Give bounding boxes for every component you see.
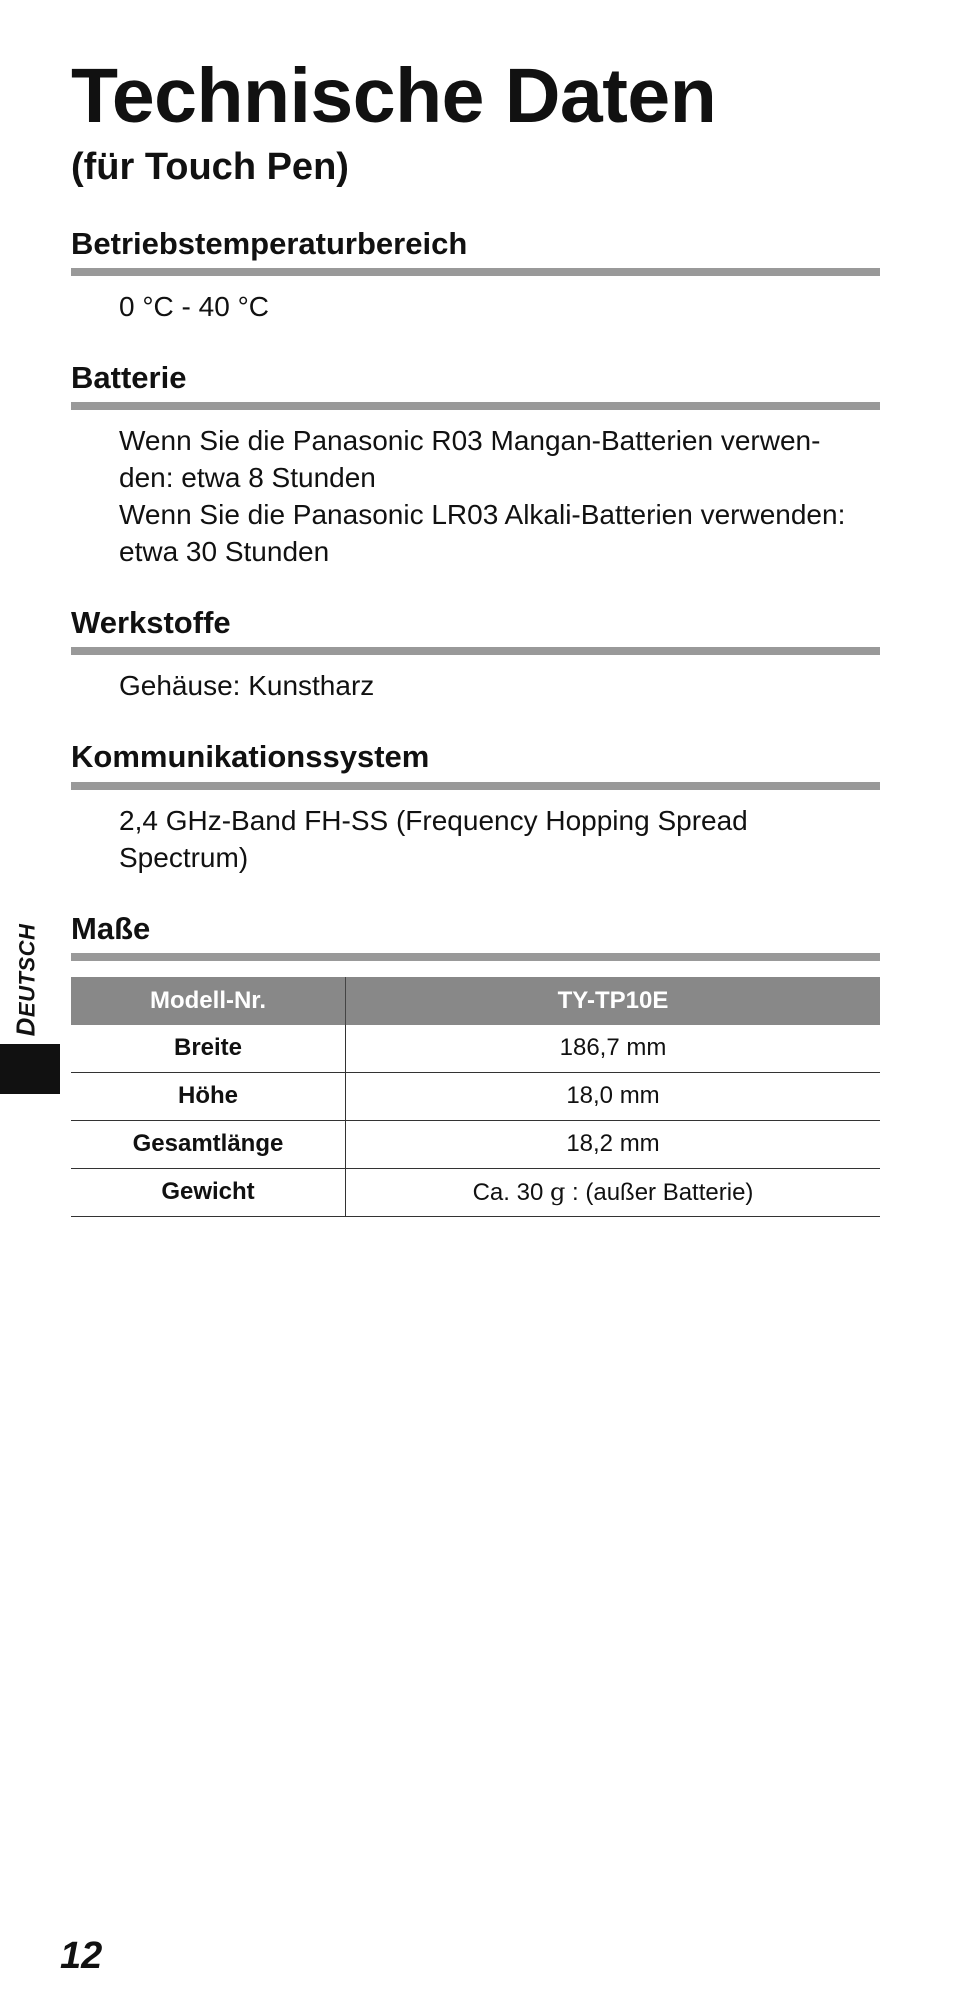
row-value: 186,7 mm (346, 1025, 881, 1073)
row-value: 18,0 mm (346, 1072, 881, 1120)
section-heading: Batterie (71, 359, 880, 410)
document-page (71, 53, 880, 1217)
section-heading: Maße (71, 910, 880, 961)
section-communication-system (71, 738, 880, 875)
row-value (346, 1168, 881, 1216)
language-tab-marker (0, 1044, 60, 1094)
page-number: 12 (60, 1935, 103, 1977)
section-text: Wenn Sie die Panasonic LR03 Alkali-Batterien verwenden: (119, 499, 846, 531)
page-title: Technische Daten (71, 53, 717, 139)
table-row (71, 1168, 880, 1216)
weight-unit: g (549, 1177, 566, 1206)
language-tab-label: DEUTSCH (10, 923, 41, 1037)
row-value: 18,2 mm (346, 1120, 881, 1168)
table-row (71, 1025, 880, 1073)
section-body (119, 667, 880, 704)
section-heading: Betriebstemperaturbereich (71, 225, 880, 276)
page-subtitle: (für Touch Pen) (71, 146, 349, 188)
row-label: Gewicht (71, 1168, 346, 1216)
section-text: etwa 30 Stunden (119, 536, 330, 568)
section-text: Spectrum) (119, 841, 249, 873)
table-header-row (71, 977, 880, 1025)
section-dimensions (71, 910, 880, 1217)
section-heading: Werkstoffe (71, 604, 880, 655)
row-label: Breite (71, 1025, 346, 1073)
column-header: Modell-Nr. (71, 977, 346, 1025)
section-body (119, 422, 880, 570)
section-body (119, 288, 880, 325)
row-label: Höhe (71, 1072, 346, 1120)
section-battery (71, 359, 880, 570)
section-operating-temperature (71, 225, 880, 325)
weight-suffix: : (außer Batterie) (565, 1178, 754, 1206)
row-label: Gesamtlänge (71, 1120, 346, 1168)
table-row (71, 1072, 880, 1120)
section-text: den: etwa 8 Stunden (119, 462, 376, 494)
section-text: 0 °C - 40 °C (119, 290, 269, 322)
weight-prefix: Ca. 30 (472, 1178, 550, 1206)
section-text: 2,4 GHz-Band FH-SS (Frequency Hopping Spread (119, 804, 748, 836)
section-heading: Kommunikationssystem (71, 738, 880, 789)
column-header: TY-TP10E (346, 977, 881, 1025)
section-materials (71, 604, 880, 704)
table-row (71, 1120, 880, 1168)
section-body (119, 802, 880, 876)
section-text: Gehäuse: Kunstharz (119, 670, 375, 702)
section-text: Wenn Sie die Panasonic R03 Mangan-Batterien verwen- (119, 425, 821, 457)
dimensions-table (71, 977, 880, 1217)
